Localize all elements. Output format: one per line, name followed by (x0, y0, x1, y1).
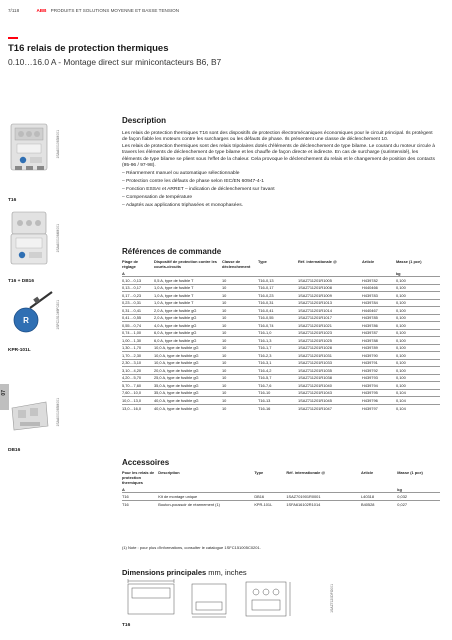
table-cell: T16-0,74 (258, 322, 298, 330)
table-cell: 1SAZ711201R1028 (298, 344, 362, 352)
table-cell: H439789 (362, 344, 396, 352)
chapter-number: 07 (1, 390, 7, 396)
table-cell: 10 (222, 329, 258, 337)
table-cell: 7,60…10,0 (122, 389, 154, 397)
table-cell: 6,0 A, type de fusible gG (154, 337, 222, 345)
table-cell: H439788 (362, 337, 396, 345)
description-paragraph: Les relais de protection thermiques sont des relais tripolaires dotés d'éléments de déclenchement de type bilame. Le courant du moteur circule à travers les éléments de déclenchement de type bilame et les chauffe de façon directe et indirecte. En cas de surcharge (surintensité), les éléments de type bilame se plient sous l'effet de la chaleur. Cela provoque le déclenchement du relais et le changement de position des contacts (95-96 / 97-98). (122, 143, 436, 169)
table-header-row (122, 470, 440, 487)
page-title: T16 relais de protection thermiques (8, 43, 169, 54)
table-cell: 10 (222, 284, 258, 292)
table-cell: 10 (222, 337, 258, 345)
table-cell: KPR-101L (254, 500, 286, 508)
unit-cell: kg (396, 271, 401, 276)
accessories-table (122, 470, 440, 508)
table-cell: 25,0 A, type de fusible gG (154, 374, 222, 382)
table-cell: T16-0,55 (258, 314, 298, 322)
product-image-t16-db16 (8, 210, 52, 270)
product-label-t16-db16: T16 + DB16 (8, 279, 34, 284)
table-cell: 10 (222, 359, 258, 367)
table-cell: H439790 (362, 352, 396, 360)
table-row (122, 284, 440, 292)
accent-bar (8, 37, 18, 39)
table-cell: 5,70…7,60 (122, 382, 154, 390)
table-cell: 0,100 (396, 284, 440, 292)
table-cell: H439787 (362, 329, 396, 337)
section-name: PRODUITS ET SOLUTIONS MOYENNE ET BASSE TENSION (50, 8, 180, 13)
table-cell: T16-5,7 (258, 374, 298, 382)
table-cell: H439791 (362, 359, 396, 367)
column-header: Masse (1 pce) (397, 470, 423, 475)
table-row (122, 500, 440, 508)
table-cell: H439783 (362, 292, 396, 300)
table-header-row (122, 259, 440, 271)
table-cell: 1SAZ711201R1025 (298, 337, 362, 345)
table-row (122, 493, 440, 501)
table-cell: 1SAZ711201R1038 (298, 374, 362, 382)
table-cell: Kit de montage unique (158, 493, 254, 501)
table-cell: 40,0 A, type de fusible gG (154, 404, 222, 412)
dimension-drawing (122, 578, 322, 620)
unit-cell: kg (397, 487, 402, 492)
table-cell: T16-7,6 (258, 382, 298, 390)
image-code: 1SFC151049F0201 (56, 300, 60, 330)
table-cell: 1SAZ711201R1014 (298, 307, 362, 315)
table-cell: H439784 (362, 299, 396, 307)
table-cell: 1SAZ711201R1009 (298, 292, 362, 300)
column-header: Type (258, 259, 267, 264)
column-header: Type (254, 470, 264, 475)
table-cell: 10 (222, 382, 258, 390)
table-cell: H439792 (362, 367, 396, 375)
table-cell: 10 (222, 352, 258, 360)
image-code: 1SAA001064M001 (56, 224, 60, 253)
table-cell: 0,100 (396, 374, 440, 382)
table-cell: 1,0 A, type de fusible T (154, 284, 222, 292)
table-cell: 0,032 (397, 493, 440, 501)
table-cell: 0,55…0,74 (122, 322, 154, 330)
table-row (122, 389, 440, 397)
table-cell: L40318 (361, 493, 397, 501)
product-label-kpr-101l: KPR-101L (8, 348, 31, 353)
table-cell: 0,5 A, type de fusible T (154, 277, 222, 285)
svg-text:R: R (23, 316, 29, 325)
column-header: Classe de déclenchement (222, 259, 251, 269)
table-cell: T16-4,2 (258, 367, 298, 375)
table-cell: T16-0,41 (258, 307, 298, 315)
feature-item: – Adaptés aux applications triphasées et monophasées. (122, 203, 438, 209)
table-row (122, 277, 440, 285)
table-cell: 1,00…1,30 (122, 337, 154, 345)
table-cell: 1,0 A, type de fusible T (154, 292, 222, 300)
table-cell: 0,41…0,55 (122, 314, 154, 322)
table-cell: H439797 (362, 404, 396, 412)
table-cell: 3,10…4,20 (122, 367, 154, 375)
table-cell: 10 (222, 367, 258, 375)
table-cell: 35,0 A, type de fusible gG (154, 389, 222, 397)
column-header: Dispositif de protection contre les courts-circuits (154, 259, 217, 269)
table-row (122, 337, 440, 345)
table-cell: 0,100 (396, 292, 440, 300)
column-header: Masse (1 pce) (396, 259, 422, 264)
table-cell: 1SAZ711201R1017 (298, 314, 362, 322)
table-row (122, 404, 440, 412)
table-cell: T16-0,31 (258, 299, 298, 307)
product-image-kpr-101l (10, 290, 56, 340)
table-cell: 0,027 (397, 500, 440, 508)
table-row (122, 367, 440, 375)
column-header: Réf. internationale @ (298, 259, 337, 264)
image-code: 1SAA001063M001 (56, 130, 60, 159)
table-cell: 1SAZ711201R1047 (298, 404, 362, 412)
column-header: Description (158, 470, 180, 475)
feature-item: – Fonction ESSAI et ARRET – indication de déclenchement sur l'avant (122, 187, 438, 193)
table-cell: 10,0…13,0 (122, 397, 154, 405)
footnote: (1) Note : pour plus d'informations, consulter le catalogue 1SFC151005C0201. (122, 545, 261, 550)
table-cell: T16-16 (258, 404, 298, 412)
table-cell: DB16 (254, 493, 286, 501)
table-cell: H439794 (362, 382, 396, 390)
table-cell: 1SAZ711201R1033 (298, 359, 362, 367)
table-cell: 0,100 (396, 277, 440, 285)
table-cell: 10 (222, 374, 258, 382)
unit-cell: A (122, 487, 125, 492)
table-cell: T16 (122, 493, 158, 501)
table-cell: 10,0 A, type de fusible gG (154, 352, 222, 360)
table-cell: 0,23…0,31 (122, 299, 154, 307)
table-cell: 0,100 (396, 299, 440, 307)
brand-logo: ABB (36, 8, 47, 13)
product-image-t16 (8, 120, 52, 174)
table-cell: 0,100 (396, 344, 440, 352)
table-cell: 1,70…2,30 (122, 352, 154, 360)
table-row (122, 314, 440, 322)
table-row (122, 382, 440, 390)
table-cell: 10 (222, 389, 258, 397)
column-header: Réf. internationale @ (286, 470, 326, 475)
drawing-code: 1SAZ7120DFO001 (330, 584, 334, 613)
feature-list (122, 171, 438, 209)
accessories-heading: Accessoires (122, 458, 170, 467)
table-cell: T16-0,23 (258, 292, 298, 300)
table-cell: 0,100 (396, 382, 440, 390)
column-header: Plage de réglage (122, 259, 139, 269)
table-cell: 10 (222, 397, 258, 405)
drawing-caption: T16 (122, 623, 131, 628)
table-row (122, 374, 440, 382)
table-cell: 2,0 A, type de fusible gG (154, 307, 222, 315)
table-cell: 0,100 (396, 329, 440, 337)
table-cell: T16-1,0 (258, 329, 298, 337)
table-cell: 4,0 A, type de fusible gG (154, 322, 222, 330)
table-cell: T16-0,13 (258, 277, 298, 285)
unit-cell: A (122, 271, 125, 276)
table-cell: H439782 (362, 277, 396, 285)
chapter-tab (0, 384, 9, 410)
table-cell: 20,0 A, type de fusible gG (154, 367, 222, 375)
column-header: Pour les relais de protection thermiques (122, 470, 155, 485)
table-cell: 1SAZ711201R1021 (298, 322, 362, 330)
table-cell: 40,0 A, type de fusible gG (154, 397, 222, 405)
table-cell: 4,20…5,70 (122, 374, 154, 382)
table-cell: 1SAZ711201R1008 (298, 284, 362, 292)
table-cell: 2,30…3,10 (122, 359, 154, 367)
table-cell: 1SFA616102R1014 (286, 500, 361, 508)
dimensions-heading (122, 568, 247, 577)
table-cell: 10 (222, 307, 258, 315)
table-cell: 2,0 A, type de fusible gG (154, 314, 222, 322)
table-cell: H440467 (362, 307, 396, 315)
table-cell: H439785 (362, 314, 396, 322)
table-cell: T16-10 (258, 389, 298, 397)
description-text (122, 131, 438, 209)
table-cell: 1SAZ711201R1040 (298, 382, 362, 390)
table-cell: 0,100 (396, 307, 440, 315)
column-header: Article (362, 259, 375, 264)
table-cell: T16-1,7 (258, 344, 298, 352)
table-cell: 0,100 (396, 367, 440, 375)
product-label-t16: T16 (8, 198, 17, 203)
table-cell: H440466 (362, 284, 396, 292)
table-cell: H439793 (362, 374, 396, 382)
feature-item: – Protection contre les défauts de phase selon IEC/EN 60947-4-1 (122, 179, 438, 185)
table-cell: 0,100 (396, 337, 440, 345)
table-cell: 10,0 A, type de fusible gG (154, 359, 222, 367)
table-cell: 1,30…1,70 (122, 344, 154, 352)
table-cell: 1SAZ701901R0001 (286, 493, 361, 501)
table-cell: T16-1,3 (258, 337, 298, 345)
ordering-heading: Références de commande (122, 247, 222, 256)
table-cell: T16 (122, 500, 158, 508)
dimensions-heading-text: Dimensions principales (122, 568, 207, 577)
image-code: 1SAA001065M001 (56, 398, 60, 427)
description-paragraph: Les relais de protection thermiques T16 sont des dispositifs de protection électromécaniques économiques pour le circuit principal. Ils protègent de façon fiable les moteurs contre les surcharges ou les défauts de phase. Ils présentent une classe de déclenchement 10. (122, 131, 433, 143)
table-cell: B40528 (361, 500, 397, 508)
table-row (122, 344, 440, 352)
table-cell: 13,0…16,0 (122, 404, 154, 412)
product-label-db16: DB16 (8, 448, 21, 453)
table-cell: 0,17…0,23 (122, 292, 154, 300)
table-row (122, 292, 440, 300)
table-cell: 1SAZ711201R1045 (298, 397, 362, 405)
table-cell: H439786 (362, 322, 396, 330)
table-cell: 0,100 (396, 322, 440, 330)
table-cell: H439795 (362, 389, 396, 397)
table-row (122, 329, 440, 337)
table-cell: 0,100 (396, 314, 440, 322)
ordering-table (122, 259, 440, 412)
table-row (122, 299, 440, 307)
table-cell: Bouton-poussoir de réarmement (1) (158, 500, 254, 508)
page-subtitle: 0.10…16.0 A - Montage direct sur minicontacteurs B6, B7 (8, 57, 222, 67)
table-cell: H439796 (362, 397, 396, 405)
table-cell: 0,104 (396, 404, 440, 412)
table-cell: 0,10…0,13 (122, 277, 154, 285)
table-cell: 0,13…0,17 (122, 284, 154, 292)
table-cell: 10 (222, 404, 258, 412)
table-cell: 35,0 A, type de fusible gG (154, 382, 222, 390)
table-cell: 0,104 (396, 397, 440, 405)
table-cell: 1SAZ711201R1043 (298, 389, 362, 397)
table-row (122, 397, 440, 405)
table-cell: 1SAZ711201R1005 (298, 277, 362, 285)
table-cell: 1SAZ711201R1023 (298, 329, 362, 337)
table-cell: 1SAZ711201R1013 (298, 299, 362, 307)
page-header (8, 8, 179, 13)
table-cell: 10 (222, 314, 258, 322)
page-number: 7/118 (8, 8, 20, 13)
table-cell: 6,0 A, type de fusible gG (154, 329, 222, 337)
table-cell: 0,104 (396, 389, 440, 397)
dimensions-units: mm, inches (208, 568, 247, 577)
table-cell: 10 (222, 277, 258, 285)
product-image-db16 (8, 398, 52, 434)
table-row (122, 352, 440, 360)
table-cell: 0,100 (396, 352, 440, 360)
table-cell: T16-13 (258, 397, 298, 405)
table-cell: 10 (222, 322, 258, 330)
feature-item: – Compensation de température (122, 195, 438, 201)
table-row (122, 307, 440, 315)
table-cell: 10 (222, 299, 258, 307)
description-heading: Description (122, 116, 167, 125)
table-cell: 0,74…1,00 (122, 329, 154, 337)
table-row (122, 359, 440, 367)
table-cell: T16-3,1 (258, 359, 298, 367)
column-header: Article (361, 470, 374, 475)
table-cell: 1SAZ711201R1035 (298, 367, 362, 375)
table-cell: 10,0 A, type de fusible gG (154, 344, 222, 352)
table-cell: T16-2,3 (258, 352, 298, 360)
table-row (122, 322, 440, 330)
table-cell: T16-0,17 (258, 284, 298, 292)
table-cell: 0,31…0,41 (122, 307, 154, 315)
table-cell: 1,0 A, type de fusible T (154, 299, 222, 307)
table-cell: 1SAZ711201R1031 (298, 352, 362, 360)
table-cell: 10 (222, 292, 258, 300)
table-cell: 0,100 (396, 359, 440, 367)
feature-item: – Réarmement manuel ou automatique sélectionnable (122, 171, 438, 177)
table-cell: 10 (222, 344, 258, 352)
